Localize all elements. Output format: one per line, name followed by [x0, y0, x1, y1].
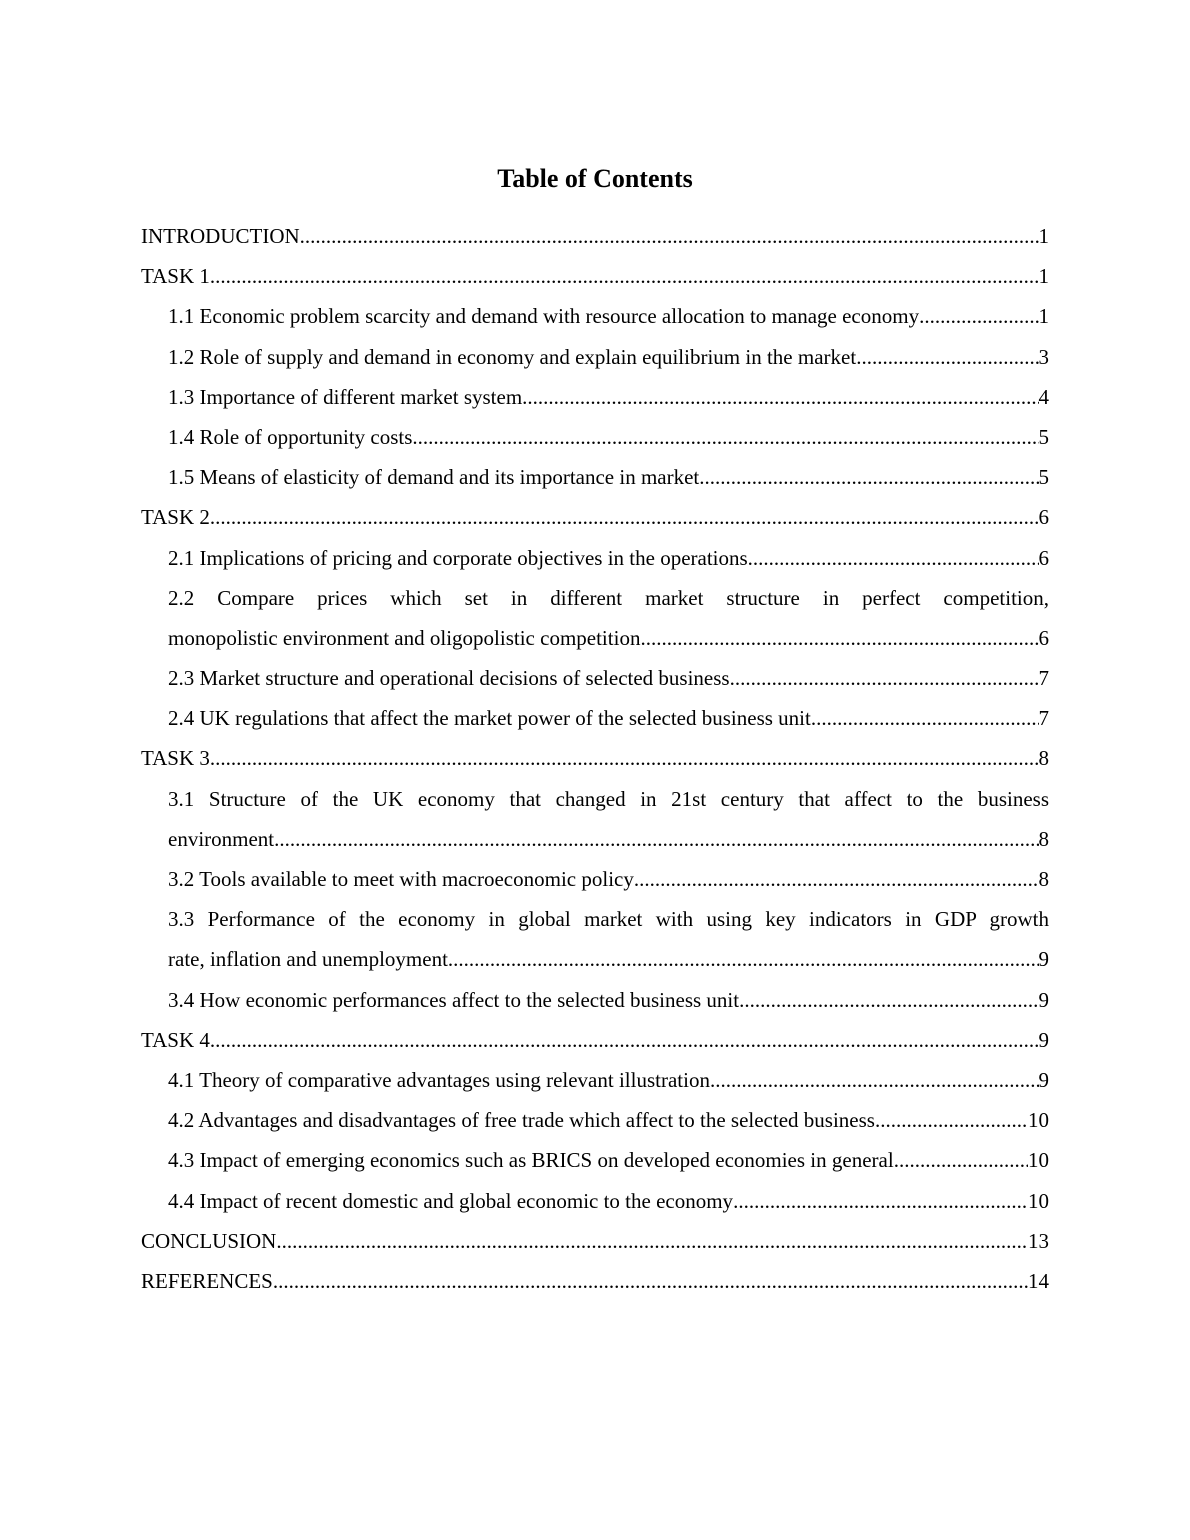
toc-entry-label: 4.3 Impact of emerging economics such as BRICS on developed economies in general — [168, 1148, 894, 1173]
toc-entry-4-3[interactable] — [141, 1140, 1049, 1180]
toc-entry-label: 1.1 Economic problem scarcity and demand with resource allocation to manage economy — [168, 304, 920, 329]
toc-entry-label: TASK 1 — [141, 264, 210, 289]
toc-entry-3-1[interactable] — [141, 779, 1049, 859]
toc-entry-label: 4.4 Impact of recent domestic and global economic to the economy — [168, 1188, 734, 1213]
toc-list — [141, 216, 1049, 1301]
toc-page-number: 8 — [1038, 746, 1049, 771]
toc-entry-3-3[interactable] — [141, 899, 1049, 979]
toc-entry-label: 2.1 Implications of pricing and corporate objectives in the operations — [168, 545, 748, 570]
toc-entry-line-2 — [168, 819, 1049, 859]
dot-leader — [730, 658, 1039, 698]
toc-page-number: 5 — [1038, 465, 1049, 490]
toc-entry-4-2[interactable] — [141, 1100, 1049, 1140]
toc-entry-3-2[interactable] — [141, 859, 1049, 899]
toc-entry-1-2[interactable] — [141, 337, 1049, 377]
dot-leader — [748, 538, 1039, 578]
dot-leader — [710, 1060, 1039, 1100]
toc-entry-4-1[interactable] — [141, 1060, 1049, 1100]
toc-entry-label-line-2: rate, inflation and unemployment — [168, 947, 448, 972]
toc-entry-label: 4.2 Advantages and disadvantages of free trade which affect to the selected business — [168, 1108, 875, 1133]
toc-entry-label: 3.2 Tools available to meet with macroeconomic policy — [168, 867, 634, 891]
toc-entry-3-4[interactable] — [141, 980, 1049, 1020]
toc-entry-label: 1.4 Role of opportunity costs — [168, 424, 413, 449]
toc-entry-task-1[interactable] — [141, 256, 1049, 296]
toc-entry-label: INTRODUCTION — [141, 224, 300, 248]
toc-page-number: 8 — [1038, 826, 1049, 851]
toc-entry-label: 1.5 Means of elasticity of demand and its importance in market — [168, 465, 700, 490]
toc-entry-task-2[interactable] — [141, 497, 1049, 537]
toc-page-number: 9 — [1038, 947, 1049, 972]
toc-page-number: 7 — [1038, 706, 1049, 731]
toc-page-number: 10 — [1028, 1188, 1049, 1213]
toc-entry-label-line-1: 3.1 Structure of the UK economy that changed in 21st century that affect to the business — [168, 786, 1049, 811]
toc-page-number: 5 — [1038, 424, 1049, 449]
dot-leader — [210, 497, 1039, 537]
toc-page-number: 8 — [1038, 867, 1049, 891]
dot-leader — [210, 256, 1039, 296]
toc-page-number: 6 — [1038, 505, 1049, 530]
dot-leader — [276, 1221, 1028, 1261]
toc-entry-label-line-1: 3.3 Performance of the economy in global market with using key indicators in GDP growth — [168, 907, 1049, 932]
dot-leader — [739, 980, 1038, 1020]
toc-page-number: 9 — [1038, 1027, 1049, 1052]
dot-leader — [522, 377, 1038, 417]
dot-leader — [733, 1181, 1028, 1221]
dot-leader — [634, 859, 1039, 899]
toc-entry-label: 1.3 Importance of different market system — [168, 384, 523, 409]
toc-entry-label: TASK 3 — [141, 746, 210, 771]
toc-entry-line-2 — [168, 939, 1049, 979]
toc-entry-task-3[interactable] — [141, 738, 1049, 778]
toc-entry-label-line-1: 2.2 Compare prices which set in different market structure in perfect competition, — [168, 585, 1049, 610]
dot-leader — [856, 337, 1038, 377]
toc-entry-label: TASK 4 — [141, 1027, 210, 1052]
toc-entry-label: 4.1 Theory of comparative advantages using relevant illustration — [168, 1067, 710, 1092]
dot-leader — [274, 819, 1038, 859]
toc-page-number: 1 — [1038, 264, 1049, 289]
toc-page-number: 1 — [1038, 224, 1049, 248]
toc-page-number: 1 — [1038, 304, 1049, 329]
toc-entry-1-1[interactable] — [141, 296, 1049, 336]
toc-entry-label: TASK 2 — [141, 505, 210, 530]
toc-entry-2-2[interactable] — [141, 578, 1049, 658]
page-title: Table of Contents — [497, 164, 693, 193]
toc-entry-1-4[interactable] — [141, 417, 1049, 457]
dot-leader — [210, 738, 1039, 778]
dot-leader — [448, 939, 1039, 979]
dot-leader — [875, 1100, 1028, 1140]
toc-entry-2-3[interactable] — [141, 658, 1049, 698]
toc-page-number: 6 — [1038, 545, 1049, 570]
toc-page-number: 6 — [1038, 625, 1049, 650]
toc-page-number: 13 — [1028, 1228, 1049, 1253]
toc-page-number: 9 — [1038, 1067, 1049, 1092]
dot-leader — [412, 417, 1038, 457]
dot-leader — [919, 296, 1038, 336]
toc-entry-label: 2.3 Market structure and operational decisions of selected business — [168, 666, 730, 691]
dot-leader — [640, 618, 1038, 658]
toc-entry-label-line-2: environment — [168, 826, 275, 851]
toc-page-number: 4 — [1038, 384, 1049, 409]
toc-page-number: 14 — [1028, 1268, 1049, 1293]
toc-entry-2-4[interactable] — [141, 698, 1049, 738]
toc-page-number: 9 — [1038, 987, 1049, 1012]
toc-entry-line-2 — [168, 618, 1049, 658]
toc-entry-label: 2.4 UK regulations that affect the market power of the selected business unit — [168, 706, 811, 731]
dot-leader — [300, 216, 1039, 256]
dot-leader — [273, 1261, 1028, 1301]
toc-entry-label: CONCLUSION — [141, 1228, 277, 1253]
toc-entry-task-4[interactable] — [141, 1020, 1049, 1060]
toc-entry-introduction[interactable] — [141, 216, 1049, 256]
toc-page-number: 7 — [1038, 666, 1049, 691]
toc-page-number: 10 — [1028, 1108, 1049, 1133]
toc-entry-label: 3.4 How economic performances affect to the selected business unit — [168, 987, 740, 1012]
dot-leader — [699, 457, 1038, 497]
toc-entry-label-line-2: monopolistic environment and oligopolistic competition — [168, 625, 641, 650]
dot-leader — [894, 1140, 1028, 1180]
toc-entry-label: 1.2 Role of supply and demand in economy and explain equilibrium in the market — [168, 344, 857, 369]
toc-entry-4-4[interactable] — [141, 1181, 1049, 1221]
dot-leader — [210, 1020, 1039, 1060]
toc-entry-1-3[interactable] — [141, 377, 1049, 417]
toc-entry-conclusion[interactable] — [141, 1221, 1049, 1261]
toc-entry-1-5[interactable] — [141, 457, 1049, 497]
toc-entry-2-1[interactable] — [141, 538, 1049, 578]
toc-page-number: 10 — [1028, 1148, 1049, 1173]
toc-entry-label: REFERENCES — [141, 1268, 273, 1293]
toc-page-number: 3 — [1038, 344, 1049, 369]
dot-leader — [811, 698, 1039, 738]
toc-entry-references[interactable] — [141, 1261, 1049, 1301]
